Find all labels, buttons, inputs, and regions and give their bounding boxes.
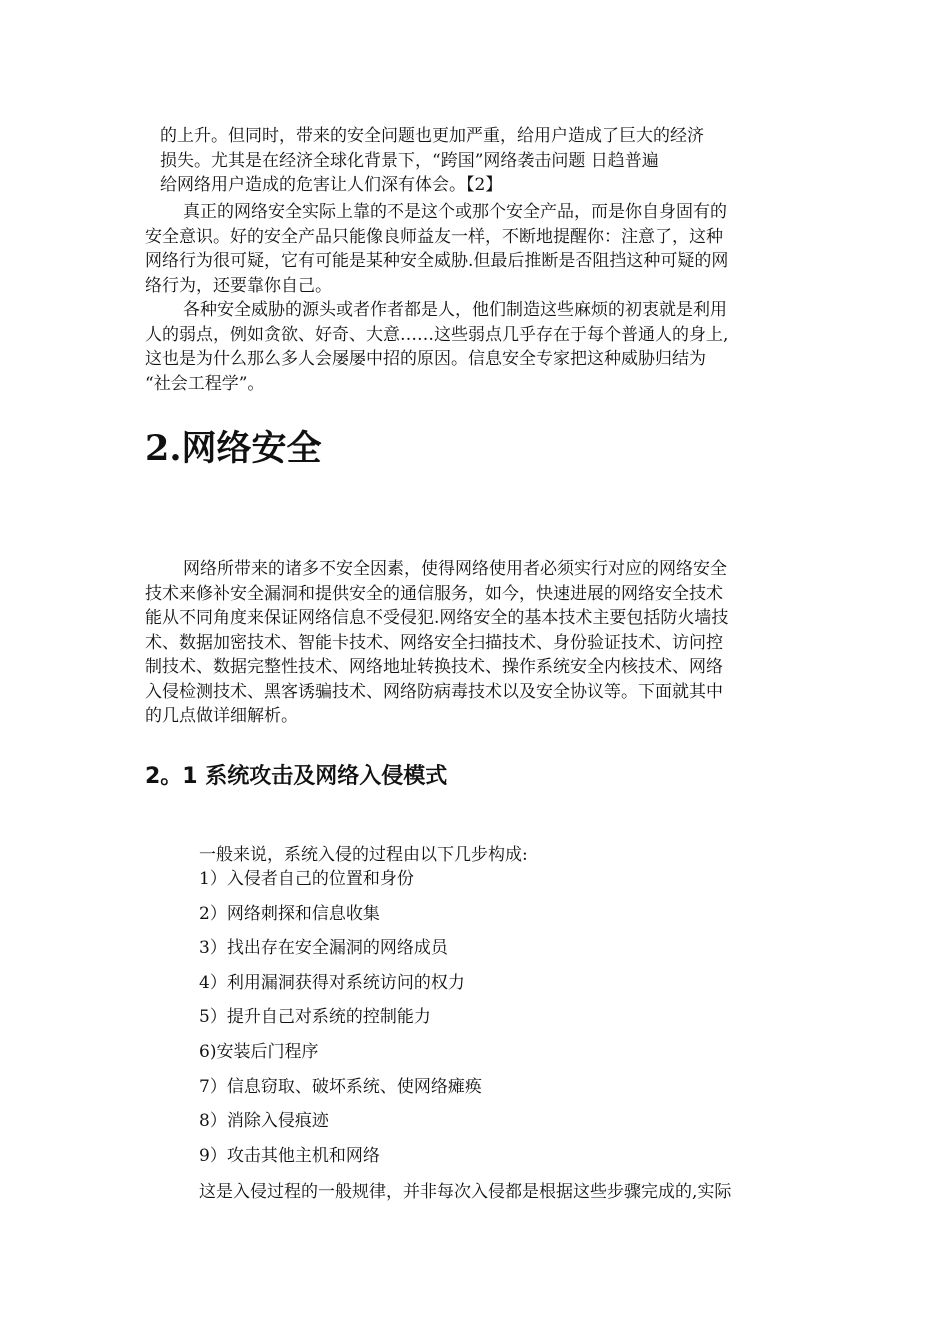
text-line: 的上升。但同时，带来的安全问题也更加严重，给用户造成了巨大的经济 [160,126,704,146]
paragraph-3 [145,298,728,396]
list-item: 7）信息窃取、破坏系统、使网络瘫痪 [199,1076,482,1097]
paragraph-1 [160,124,704,198]
text-line: 损失。尤其是在经济全球化背景下，“跨国”网络袭击问题 日趋普遍 [160,150,659,171]
text-line: 真正的网络安全实际上靠的不是这个或那个安全产品，而是你自身固有的 [183,202,727,222]
list-item: 8）消除入侵痕迹 [199,1111,329,1132]
text-line: 安全意识。好的安全产品只能像良师益友一样，不断地提醒你：注意了，这种 [145,226,723,247]
text-line: 的几点做详细解析。 [145,706,298,726]
text-line: 给网络用户造成的危害让人们深有体会。【2】 [160,175,503,195]
list-item: 5）提升自己对系统的控制能力 [199,1007,431,1028]
list-item: 4）利用漏洞获得对系统访问的权力 [199,972,465,993]
list-item: 6)安装后门程序 [199,1041,319,1062]
intrusion-steps-list [199,867,482,1178]
text-line: 技术来修补安全漏洞和提供安全的通信服务，如今，快速进展的网络安全技术 [145,583,723,604]
list-item: 1）入侵者自己的位置和身份 [199,869,414,889]
subsection-heading: 2。1 系统攻击及网络入侵模式 [145,764,448,789]
text-line: 制技术、数据完整性技术、网络地址转换技术、操作系统安全内核技术、网络 [145,657,723,677]
paragraph-4 [145,557,728,729]
text-line: 术、数据加密技术、智能卡技术、网络安全扫描技术、身份验证技术、访问控 [145,632,723,653]
list-item: 3）找出存在安全漏洞的网络成员 [199,938,448,959]
paragraph-2 [145,200,728,298]
steps-intro: 一般来说，系统入侵的过程由以下几步构成: [199,845,528,865]
text-line: 网络所带来的诸多不安全因素，使得网络使用者必须实行对应的网络安全 [183,559,727,579]
text-line: 能从不同角度来保证网络信息不受侵犯.网络安全的基本技术主要包括防火墙技 [145,608,729,628]
text-line: 各种安全威胁的源头或者作者都是人，他们制造这些麻烦的初衷就是利用 [183,300,727,320]
text-line: “社会工程学”。 [145,373,265,394]
list-item: 2）网络刺探和信息收集 [199,903,380,924]
text-line: 人的弱点，例如贪欲、好奇、大意……这些弱点几乎存在于每个普通人的身上, [145,324,729,345]
text-line: 络行为，还要靠你自己。 [145,275,332,296]
text-line: 入侵检测技术、黑客诱骗技术、网络防病毒技术以及安全协议等。下面就其中 [145,681,723,702]
list-item: 9）攻击其他主机和网络 [199,1145,380,1166]
text-line: 这也是为什么那么多人会屡屡中招的原因。信息安全专家把这种威胁归结为 [145,349,706,369]
section-heading: 2.网络安全 [145,428,322,469]
closing-paragraph: 这是入侵过程的一般规律，并非每次入侵都是根据这些步骤完成的,实际 [199,1182,732,1202]
text-line: 网络行为很可疑，它有可能是某种安全威胁.但最后推断是否阻挡这种可疑的网 [145,251,729,271]
